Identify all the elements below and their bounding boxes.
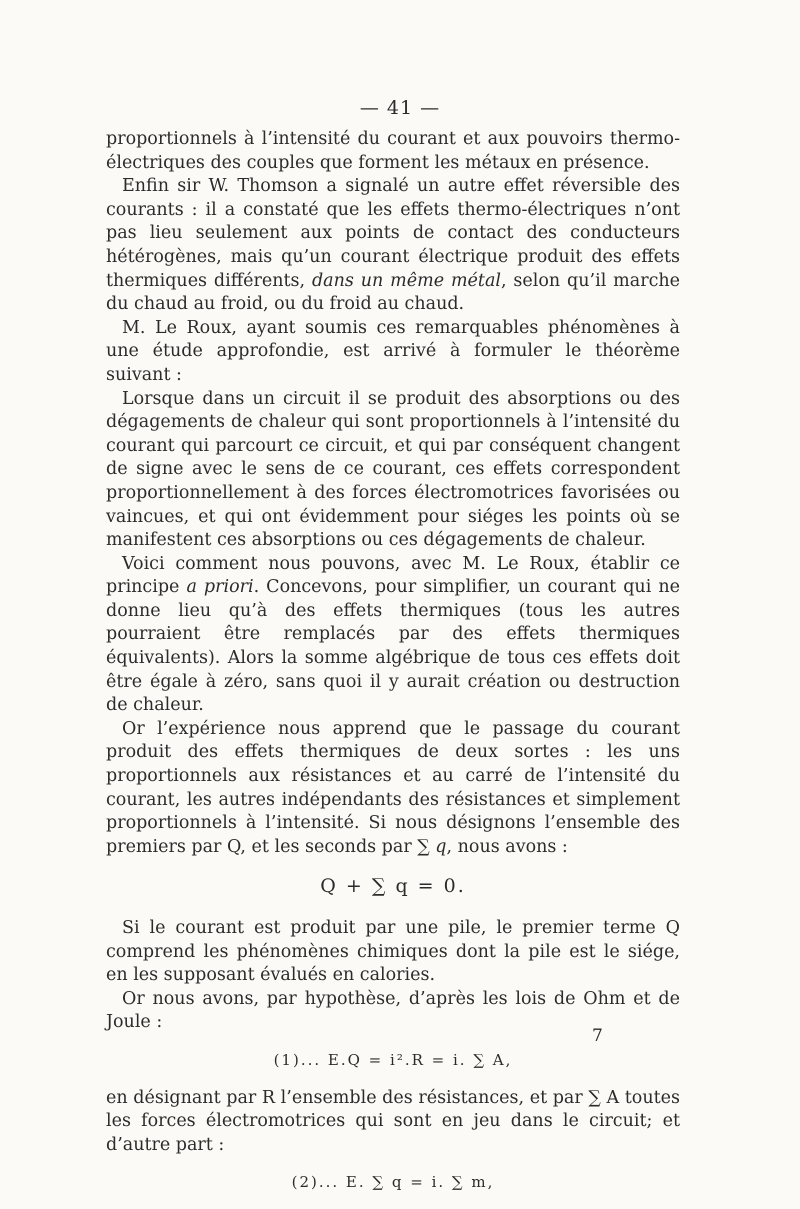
formula-zero-sum: Q + ∑ q = 0.	[320, 875, 466, 898]
paragraph-5-text-a: Voici comment nous pouvons, avec M. Le Roux, établir ce principe	[106, 553, 680, 598]
body-text	[106, 128, 680, 1209]
paragraph-2-emphasis: dans un même métal	[311, 270, 501, 291]
paragraph-9-text-c: toutes les forces électromotrices qui sont en jeu dans le circuit; et d’autre part :	[106, 1087, 680, 1155]
paragraph-5-emphasis: a priori	[186, 577, 254, 598]
paragraph-8: Or nous avons, par hypothèse, d’après les lois de Ohm et de Joule :	[106, 988, 680, 1033]
paragraph-5-text-c: . Concevons, pour simplifier, un courant qui ne donne lieu qu’à des effets thermiques (tous les autres pourraient être remplacés par des effets thermiques équivalents). Alors la somme algébrique de tous ces effets doit être égale à zéro, sans quoi il y aurait création ou destruction de chaleur.	[106, 577, 680, 716]
paragraph-5	[106, 553, 680, 718]
paragraph-3: M. Le Roux, ayant soumis ces remarquables phénomènes à une étude approfondie, est arrivé à formuler le théorème suivant :	[106, 317, 680, 385]
paragraph-9	[106, 1087, 680, 1158]
paragraph-1: proportionnels à l’intensité du courant et aux pouvoirs thermo-électriques des couples que forment les métaux en présence.	[106, 129, 680, 173]
sheet-number: 7	[592, 1026, 603, 1046]
paragraph-9-text-a: en désignant par R l’ensemble des résistances, et par	[106, 1087, 589, 1108]
paragraph-9-sum-a: ∑ A	[588, 1087, 620, 1108]
paragraph-2	[106, 175, 680, 317]
formula-1: (1)... E.Q = i².R = i. ∑ A,	[273, 1050, 513, 1069]
paragraph-2-text-c: , selon qu’il marche du chaud au froid, ou du froid au chaud.	[106, 270, 680, 315]
paragraph-7: Si le courant est produit par une pile, le premier terme Q comprend les phénomènes chimiques dont la pile est le siége, en les supposant évalués en calories.	[106, 918, 680, 986]
paragraph-4: Lorsque dans un circuit il se produit des absorptions ou des dégagements de chaleur qui sont proportionnels à l’intensité du courant qui parcourt ce circuit, et qui par conséquent changent de signe avec le sens de ce courant, ces effets correspondent proportionnellement à des forces électromotrices favorisées ou vaincues, et qui ont évidemment pour siéges les points où se manifestent ces absorptions ou ces dégagements de chaleur.	[106, 388, 680, 551]
page-number: — 41 —	[359, 97, 441, 119]
formula-2: (2)... E. ∑ q = i. ∑ m,	[291, 1173, 495, 1192]
paragraph-6-text-c: , nous avons :	[446, 836, 568, 857]
paragraph-6	[106, 718, 680, 860]
paragraph-6-text-a: Or l’expérience nous apprend que le passage du courant produit des effets thermiques de deux sortes : les uns proportionnels aux résistances et au carré de l’intensité du courant, les autres indépendants des résistances et simplement proportionnels à l’intensité. Si nous désignons l’ensemble des premiers par Q, et les seconds par	[106, 718, 680, 857]
paragraph-6-sum-q: ∑ q	[417, 836, 447, 857]
paragraph-2-text-a: Enfin sir W. Thomson a signalé un autre effet réversible des courants : il a constaté que les effets thermo-électriques n’ont pas lieu seulement aux points de contact des conducteurs hétérogènes, mais qu’un courant électrique produit des effets thermiques différents,	[106, 176, 680, 291]
